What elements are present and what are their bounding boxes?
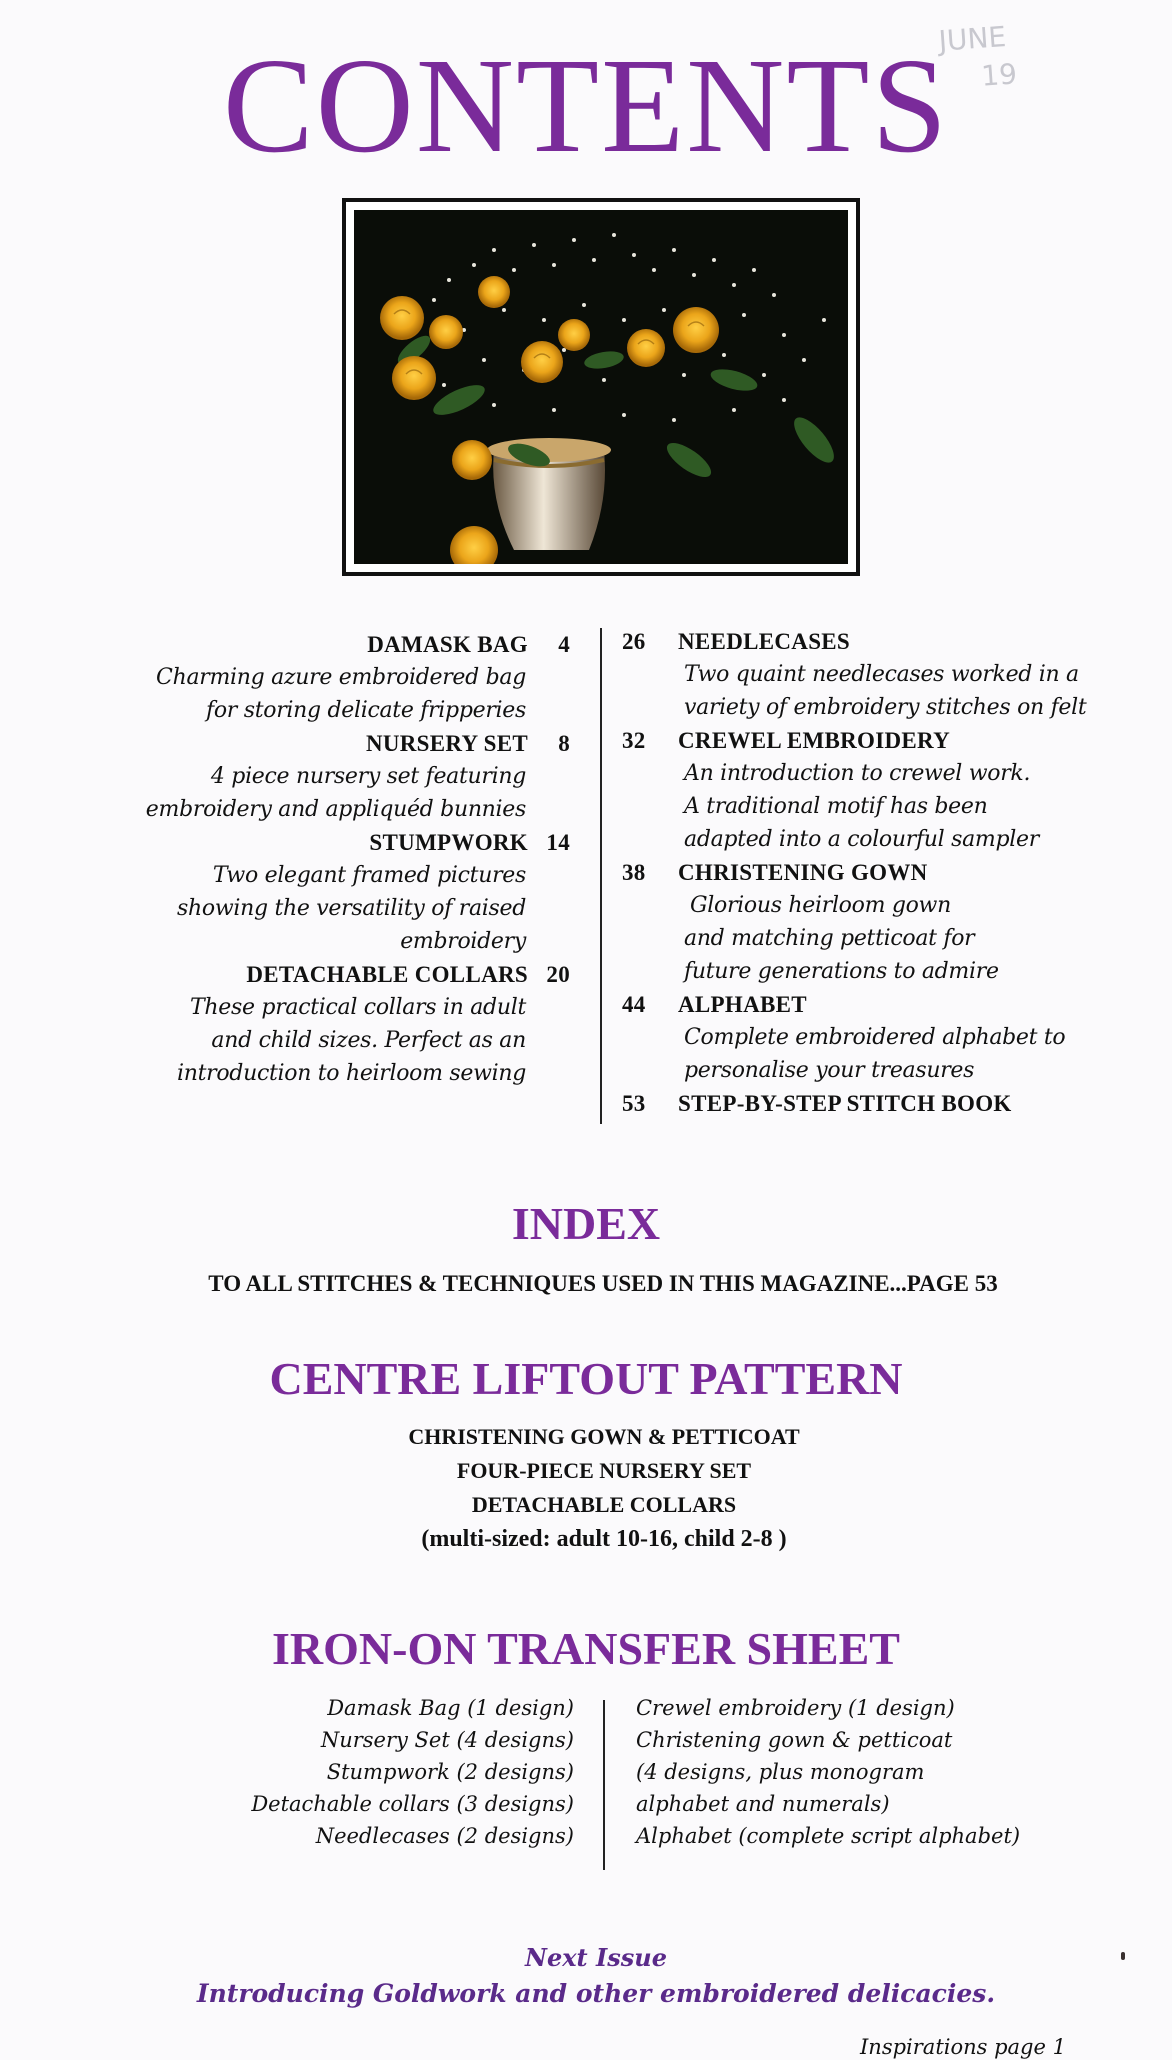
centre-liftout-item: FOUR-PIECE NURSERY SET (456, 1458, 752, 1483)
entry-desc-line: introduction to heirloom sewing (177, 1061, 526, 1086)
entry-page-number: 20 (546, 962, 570, 987)
iron-on-left-list (150, 1692, 574, 1852)
entry-desc-line: Charming azure embroidered bag (156, 665, 526, 690)
entry-page-number: 38 (622, 860, 646, 885)
iron-on-item: Alphabet (complete script alphabet) (636, 1824, 1021, 1848)
entry-title: NURSERY SET (365, 731, 528, 756)
entry-desc-line: embroidery (400, 929, 526, 954)
iron-on-item: Crewel embroidery (1 design) (636, 1696, 955, 1720)
print-speck (1121, 1952, 1125, 1960)
entry-desc-line: These practical collars in adult (190, 995, 526, 1020)
contents-entry-crewel-embroidery (622, 724, 1142, 856)
iron-on-item: Christening gown & petticoat (636, 1728, 953, 1752)
entry-page-number: 53 (622, 1091, 646, 1116)
iron-on-item: alphabet and numerals) (636, 1792, 890, 1816)
entry-page-number: 4 (558, 632, 570, 657)
entry-title: DAMASK BAG (367, 632, 528, 657)
entry-desc-line: embroidery and appliquéd bunnies (145, 797, 526, 822)
contents-entry-damask-bag (60, 628, 570, 727)
index-heading: INDEX (511, 1198, 661, 1249)
entry-desc-line: Two quaint needlecases worked in a (684, 662, 1079, 687)
entry-desc-line: Two elegant framed pictures (212, 863, 526, 888)
entry-title: STUMPWORK (369, 830, 528, 855)
entry-title: CREWEL EMBROIDERY (678, 728, 951, 753)
entry-desc-line: A traditional motif has been (684, 794, 988, 819)
entry-desc-line: Glorious heirloom gown (690, 893, 951, 918)
contents-entry-stumpwork (60, 826, 570, 958)
next-issue-title: Next Issue (525, 1943, 667, 1972)
page-title: CONTENTS (222, 31, 950, 181)
iron-on-item: Nursery Set (4 designs) (320, 1728, 574, 1752)
entry-title: CHRISTENING GOWN (678, 860, 928, 885)
entry-page-number: 32 (622, 728, 646, 753)
contents-entry-christening-gown (622, 856, 1142, 988)
contents-divider (600, 628, 602, 1124)
entry-page-number: 14 (546, 830, 570, 855)
index-subtitle: TO ALL STITCHES & TECHNIQUES USED IN THIS MAGAZINE...PAGE 53 (208, 1271, 998, 1296)
entry-desc-line: 4 piece nursery set featuring (210, 764, 526, 789)
contents-entry-needlecases (622, 625, 1142, 724)
entry-desc-line: variety of embroidery stitches on felt (684, 695, 1087, 720)
iron-on-divider (603, 1700, 605, 1870)
entry-desc-line: An introduction to crewel work. (684, 761, 1031, 786)
entry-desc-line: future generations to admire (684, 959, 999, 984)
contents-entry-stitch-book (622, 1087, 1142, 1120)
iron-on-item: Needlecases (2 designs) (315, 1824, 574, 1848)
contents-right-column (622, 625, 1142, 1120)
iron-on-heading: IRON-ON TRANSFER SHEET (272, 1623, 900, 1674)
handwritten-line: JUNE (937, 20, 1008, 58)
iron-on-item: (4 designs, plus monogram (636, 1760, 925, 1784)
contents-left-column (60, 628, 570, 1090)
entry-title: ALPHABET (678, 992, 807, 1017)
entry-desc-line: adapted into a colourful sampler (684, 827, 1039, 852)
rose-bouquet-illustration (354, 210, 848, 564)
entry-desc-line: showing the versatility of raised (177, 896, 526, 921)
entry-page-number: 44 (622, 992, 646, 1017)
centre-liftout-item: DETACHABLE COLLARS (471, 1492, 737, 1517)
next-issue-description: Introducing Goldwork and other embroidered delicacies. (196, 1979, 996, 2008)
cover-photo (342, 198, 860, 576)
centre-liftout-item: (multi-sized: adult 10-16, child 2-8 ) (421, 1526, 787, 1552)
centre-liftout-list (0, 1420, 1172, 1556)
iron-on-item: Stumpwork (2 designs) (326, 1760, 574, 1784)
iron-on-right-list (636, 1692, 1076, 1852)
entry-desc-line: for storing delicate fripperies (206, 698, 526, 723)
entry-page-number: 26 (622, 629, 646, 654)
rose-bouquet-image (354, 210, 848, 564)
centre-liftout-item: CHRISTENING GOWN & PETTICOAT (408, 1424, 800, 1449)
entry-title: NEEDLECASES (678, 629, 851, 654)
page-footer: Inspirations page 1 (860, 2035, 1066, 2059)
entry-desc-line: personalise your treasures (684, 1058, 975, 1083)
contents-entry-alphabet (622, 988, 1142, 1087)
contents-entry-nursery-set (60, 727, 570, 826)
iron-on-item: Detachable collars (3 designs) (251, 1792, 574, 1816)
entry-desc-line: Complete embroidered alphabet to (684, 1025, 1066, 1050)
handwritten-line: 19 (980, 57, 1018, 93)
entry-title: STEP-BY-STEP STITCH BOOK (678, 1091, 1012, 1116)
iron-on-item: Damask Bag (1 design) (327, 1696, 574, 1720)
contents-entry-detachable-collars (60, 958, 570, 1090)
entry-desc-line: and child sizes. Perfect as an (211, 1028, 526, 1053)
entry-title: DETACHABLE COLLARS (246, 962, 528, 987)
centre-liftout-heading: CENTRE LIFTOUT PATTERN (269, 1353, 903, 1404)
entry-desc-line: and matching petticoat for (684, 926, 975, 951)
entry-page-number: 8 (558, 731, 570, 756)
